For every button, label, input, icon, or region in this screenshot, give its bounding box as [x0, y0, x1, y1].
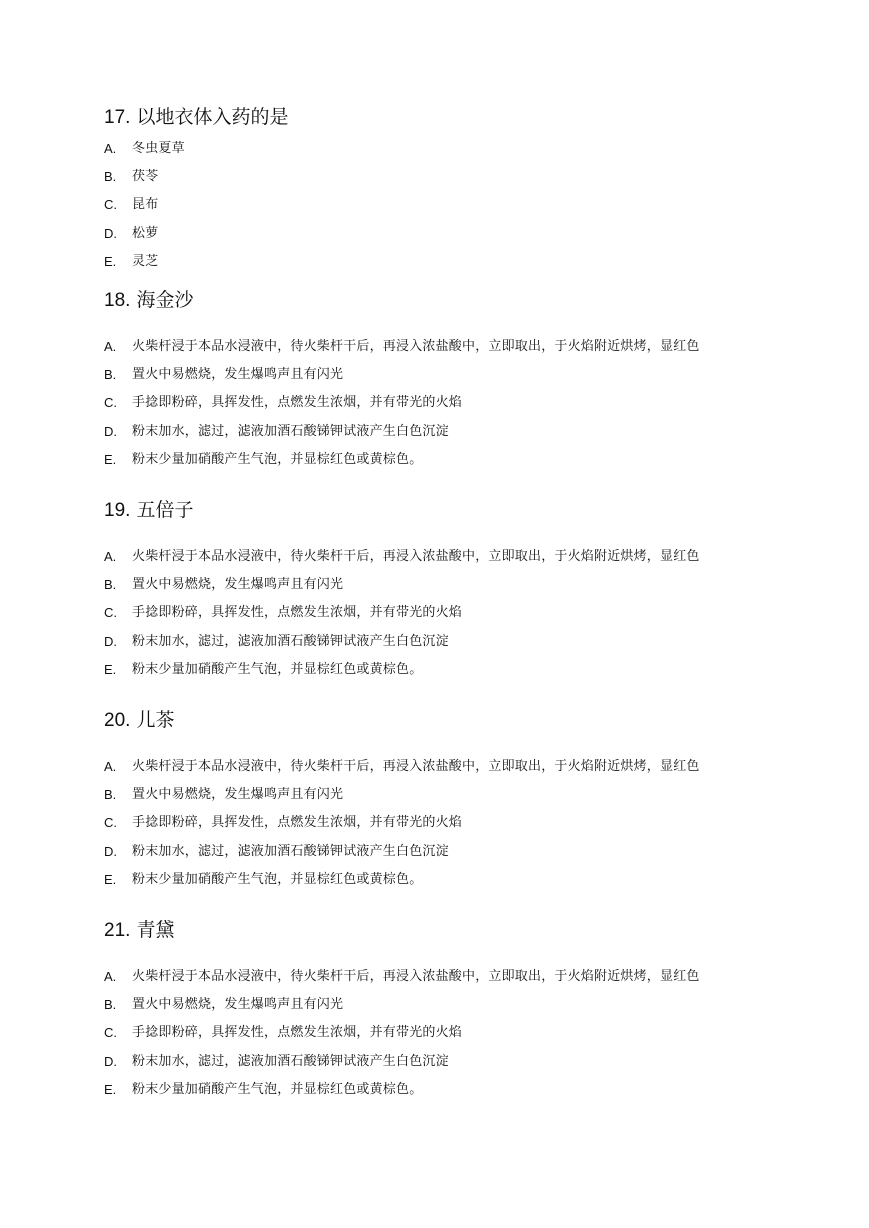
question-text: 海金沙: [136, 289, 194, 311]
question-21: [104, 917, 764, 1104]
option-text: 置火中易燃烧，发生爆鸣声且有闪光: [132, 577, 344, 593]
question-text: 青黛: [136, 919, 175, 941]
option-text: 火柴杆浸于本品水浸液中，待火柴杆干后，再浸入浓盐酸中，立即取出，于火焰附近烘烤，显红色: [132, 339, 700, 354]
question-20: [104, 707, 764, 894]
option-c: [104, 599, 764, 627]
option-list: [104, 333, 764, 474]
option-letter: A.: [104, 549, 117, 564]
option-e: [104, 248, 764, 276]
question-number: 19.: [104, 500, 131, 521]
question-text: 五倍子: [136, 499, 194, 521]
option-text: 手捻即粉碎，具挥发性，点燃发生浓烟，并有带光的火焰: [132, 395, 463, 411]
option-e: [104, 656, 764, 684]
option-letter: B.: [104, 577, 117, 593]
option-text: 粉末加水，滤过，滤液加酒石酸锑钾试液产生白色沉淀: [132, 633, 449, 649]
option-d: [104, 220, 764, 248]
option-list: [104, 753, 764, 894]
option-b: [104, 163, 764, 191]
option-text: 冬虫夏草: [132, 141, 185, 156]
option-text: 昆布: [132, 197, 159, 213]
option-c: [104, 191, 764, 219]
option-letter: D.: [104, 1053, 117, 1069]
option-e: [104, 446, 764, 474]
option-text: 粉末加水，滤过，滤液加酒石酸锑钾试液产生白色沉淀: [132, 423, 449, 439]
option-letter: A.: [104, 141, 117, 156]
option-text: 松萝: [132, 225, 159, 241]
option-letter: A.: [104, 969, 117, 984]
question-19: [104, 497, 764, 684]
question-number: 18.: [104, 290, 131, 311]
option-list: [104, 543, 764, 684]
option-letter: E.: [104, 1081, 117, 1097]
option-letter: A.: [104, 339, 117, 354]
option-d: [104, 838, 764, 866]
option-list: [104, 135, 764, 276]
option-letter: E.: [104, 661, 117, 677]
option-d: [104, 418, 764, 446]
option-d: [104, 1048, 764, 1076]
option-b: [104, 781, 764, 809]
option-text: 灵芝: [132, 253, 159, 269]
option-c: [104, 809, 764, 837]
option-text: 粉末少量加硝酸产生气泡，并显棕红色或黄棕色。: [132, 661, 423, 677]
question-title: [104, 104, 764, 130]
option-e: [104, 1076, 764, 1104]
option-letter: E.: [104, 253, 117, 269]
option-text: 粉末加水，滤过，滤液加酒石酸锑钾试液产生白色沉淀: [132, 843, 449, 859]
option-a: [104, 333, 764, 361]
option-c: [104, 389, 764, 417]
option-a: [104, 963, 764, 991]
option-text: 手捻即粉碎，具挥发性，点燃发生浓烟，并有带光的火焰: [132, 1025, 463, 1041]
option-text: 粉末少量加硝酸产生气泡，并显棕红色或黄棕色。: [132, 451, 423, 467]
question-text: 儿茶: [136, 709, 175, 731]
question-number: 20.: [104, 710, 131, 731]
option-letter: B.: [104, 169, 117, 185]
option-b: [104, 571, 764, 599]
option-d: [104, 628, 764, 656]
option-text: 手捻即粉碎，具挥发性，点燃发生浓烟，并有带光的火焰: [132, 815, 463, 831]
option-e: [104, 866, 764, 894]
option-text: 置火中易燃烧，发生爆鸣声且有闪光: [132, 367, 344, 383]
option-letter: D.: [104, 225, 117, 241]
option-letter: C.: [104, 605, 117, 621]
option-text: 火柴杆浸于本品水浸液中，待火柴杆干后，再浸入浓盐酸中，立即取出，于火焰附近烘烤，显红色: [132, 969, 700, 984]
question-number: 17.: [104, 107, 131, 128]
option-text: 置火中易燃烧，发生爆鸣声且有闪光: [132, 787, 344, 803]
option-letter: B.: [104, 367, 117, 383]
option-text: 置火中易燃烧，发生爆鸣声且有闪光: [132, 997, 344, 1013]
option-text: 粉末少量加硝酸产生气泡，并显棕红色或黄棕色。: [132, 871, 423, 887]
question-18: [104, 287, 764, 474]
option-b: [104, 991, 764, 1019]
option-letter: E.: [104, 871, 117, 887]
option-letter: A.: [104, 759, 117, 774]
option-letter: B.: [104, 787, 117, 803]
option-text: 火柴杆浸于本品水浸液中，待火柴杆干后，再浸入浓盐酸中，立即取出，于火焰附近烘烤，显红色: [132, 549, 700, 564]
question-title: [104, 497, 764, 523]
option-letter: D.: [104, 633, 117, 649]
option-list: [104, 963, 764, 1104]
option-c: [104, 1019, 764, 1047]
question-number: 21.: [104, 920, 131, 941]
question-text: 以地衣体入药的是: [136, 106, 289, 128]
question-17: [104, 104, 764, 276]
option-text: 手捻即粉碎，具挥发性，点燃发生浓烟，并有带光的火焰: [132, 605, 463, 621]
option-a: [104, 135, 764, 163]
option-a: [104, 543, 764, 571]
option-b: [104, 361, 764, 389]
option-letter: C.: [104, 395, 117, 411]
question-title: [104, 287, 764, 313]
option-text: 粉末加水，滤过，滤液加酒石酸锑钾试液产生白色沉淀: [132, 1053, 449, 1069]
option-text: 粉末少量加硝酸产生气泡，并显棕红色或黄棕色。: [132, 1081, 423, 1097]
option-letter: E.: [104, 451, 117, 467]
option-letter: C.: [104, 197, 117, 213]
option-letter: C.: [104, 1025, 117, 1041]
option-a: [104, 753, 764, 781]
option-text: 火柴杆浸于本品水浸液中，待火柴杆干后，再浸入浓盐酸中，立即取出，于火焰附近烘烤，显红色: [132, 759, 700, 774]
option-letter: C.: [104, 815, 117, 831]
option-letter: D.: [104, 843, 117, 859]
option-letter: D.: [104, 423, 117, 439]
question-title: [104, 917, 764, 943]
option-letter: B.: [104, 997, 117, 1013]
option-text: 茯苓: [132, 169, 159, 185]
question-title: [104, 707, 764, 733]
